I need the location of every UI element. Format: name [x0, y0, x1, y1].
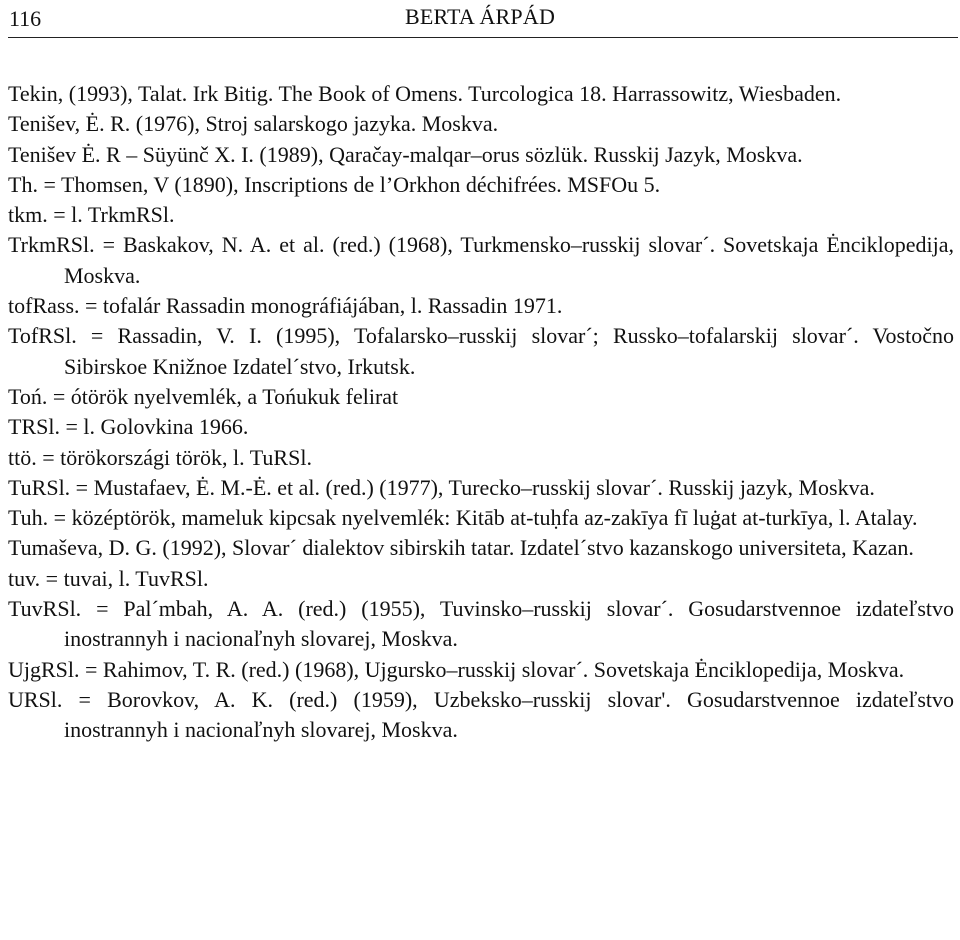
bibliography-entry: ttö. = törökországi török, l. TuRSl.	[8, 444, 312, 470]
bibliography-entry: Th. = Thomsen, V (1890), Inscriptions de l’Orkhon déchifrées. MSFOu 5.	[8, 171, 661, 197]
bibliography-entry: tkm. = l. TrkmRSl.	[8, 202, 175, 228]
bibliography-entry: Tumaševa, D. G. (1992), Slovar´ dialektov sibirskih tatar. Izdatel´stvo kazanskogo universiteta, Kazan.	[8, 535, 914, 561]
bibliography-entry: URSl. = Borovkov, A. K. (red.) (1959), Uzbeksko–russkij slovar'. Gosudarstvennoe izdateľstvo inostrannyh i nacionaľnyh slovarej, Moskva.	[8, 686, 954, 743]
bibliography-entry: TuRSl. = Mustafaev, Ė. M.-Ė. et al. (red.) (1977), Turecko–russkij slovar´. Russkij jazyk, Moskva.	[8, 474, 875, 500]
page-header	[0, 0, 960, 40]
bibliography-entry: Toń. = ótörök nyelvemlék, a Tońukuk felirat	[8, 383, 399, 409]
bibliography-entry: Tekin, (1993), Talat. Irk Bitig. The Book of Omens. Turcologica 18. Harrassowitz, Wiesbaden.	[8, 81, 842, 106]
bibliography-entry: Tuh. = középtörök, mameluk kipcsak nyelvemlék: Kitāb at-tuḥfa az-zakīya fī luġat at-turkīya, l. Atalay.	[8, 505, 918, 531]
bibliography-entry: TRSl. = l. Golovkina 1966.	[8, 414, 249, 440]
bibliography-entry: tuv. = tuvai, l. TuvRSl.	[8, 565, 209, 591]
bibliography-entry: TofRSl. = Rassadin, V. I. (1995), Tofalarsko–russkij slovar´; Russko–tofalarskij slovar´. Vostočno Sibirskoe Knižnoe Izdatel´stvo, Irkutsk.	[8, 323, 954, 379]
bibliography-entry: Tenišev Ė. R – Süyünč X. I. (1989), Qaračay-malqar–orus sözlük. Russkij Jazyk, Moskva.	[8, 141, 803, 167]
page-number: 116	[9, 6, 42, 31]
header-rule	[8, 37, 958, 38]
bibliography-list	[8, 79, 954, 746]
bibliography-entry: Tenišev, Ė. R. (1976), Stroj salarskogo jazyka. Moskva.	[8, 111, 499, 137]
bibliography-entry: tofRass. = tofalár Rassadin monográfiájában, l. Rassadin 1971.	[8, 293, 563, 319]
bibliography-entry: TrkmRSl. = Baskakov, N. A. et al. (red.) (1968), Turkmensko–russkij slovar´. Sovetskaja Ėnciklopedija, Moskva.	[8, 232, 954, 288]
bibliography-entry: UjgRSl. = Rahimov, T. R. (red.) (1968), Ujgursko–russkij slovar´. Sovetskaja Ėnciklopedija, Moskva.	[8, 656, 905, 682]
bibliography-entry: TuvRSl. = Pal´mbah, A. A. (red.) (1955), Tuvinsko–russkij slovar´. Gosudarstvennoe izdateľstvo inostrannyh i nacionaľnyh slovarej, Moskva.	[8, 596, 954, 652]
running-head: BERTA ÁRPÁD	[404, 4, 556, 29]
